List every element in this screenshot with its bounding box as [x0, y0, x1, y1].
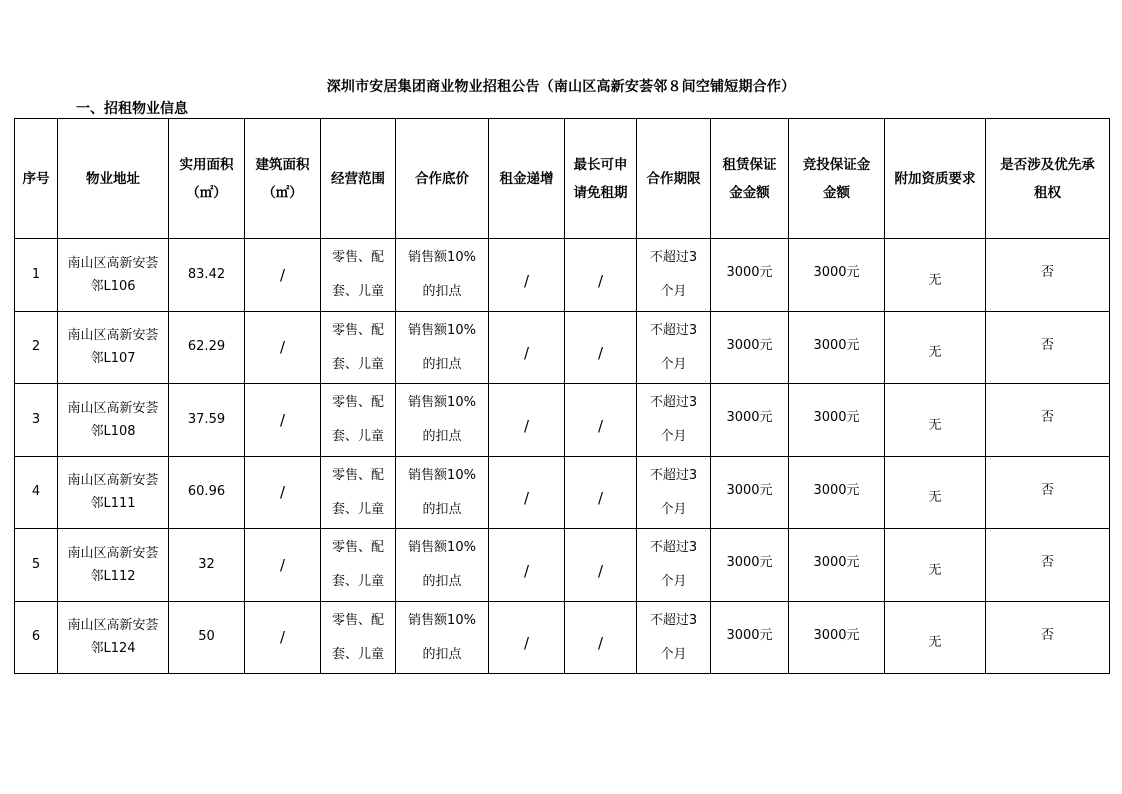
- cell-rent-increase: [489, 384, 565, 457]
- cell-building-area-text: /: [279, 338, 286, 357]
- cell-bid-deposit: [789, 601, 885, 674]
- rental-property-table: [14, 118, 1110, 674]
- cell-priority-right-text: 否: [1040, 265, 1054, 280]
- cell-building-area: [245, 239, 321, 312]
- cell-address-text: 南山区高新安荟: [67, 400, 159, 416]
- cell-usable-area: [169, 529, 245, 602]
- cell-usable-area: [169, 384, 245, 457]
- cell-business-scope: [321, 601, 396, 674]
- header-priority-right-line: 是否涉及优先承: [1000, 156, 1095, 173]
- header-rent-increase: [489, 119, 565, 239]
- cell-cooperation-term-text: 不超过3: [649, 612, 698, 628]
- cell-base-price-text: 销售额10%: [408, 395, 476, 410]
- cell-business-scope-text: 套、儿童: [331, 356, 384, 372]
- header-base-price-line: 合作底价: [415, 170, 469, 187]
- cell-address: [58, 529, 169, 602]
- cell-extra-qualification: [885, 601, 986, 674]
- cell-rent-free-period: [565, 601, 637, 674]
- cell-usable-area-text: 37.59: [187, 411, 226, 427]
- cell-rent-free-period-text: /: [597, 271, 604, 290]
- cell-rent-increase: [489, 529, 565, 602]
- cell-bid-deposit-text: 3000元: [813, 555, 860, 570]
- cell-bid-deposit-text: 3000元: [813, 627, 860, 643]
- header-usable-area-line: （㎡）: [186, 184, 227, 201]
- cell-usable-area: [169, 239, 245, 312]
- header-usable-area: [169, 119, 245, 239]
- cell-rent-increase-text: /: [523, 561, 530, 580]
- cell-cooperation-term-text: 个月: [660, 646, 687, 662]
- table-row: [15, 529, 1110, 602]
- table-row: [15, 311, 1110, 384]
- cell-no: [15, 456, 58, 529]
- header-business-scope-line: 经营范围: [331, 170, 385, 187]
- cell-extra-qualification: [885, 239, 986, 312]
- cell-business-scope-text: 套、儿童: [331, 284, 384, 299]
- cell-business-scope-text: 套、儿童: [331, 574, 384, 589]
- cell-cooperation-term-text: 不超过3: [649, 395, 698, 410]
- cell-business-scope-text: 套、儿童: [331, 501, 384, 517]
- cell-usable-area: [169, 601, 245, 674]
- cell-cooperation-term-text: 个月: [660, 284, 687, 299]
- cell-address-text: 邻L106: [90, 278, 136, 294]
- cell-rent-increase-text: /: [523, 271, 530, 290]
- cell-no: [15, 529, 58, 602]
- cell-address-text: 邻L124: [90, 641, 136, 657]
- cell-lease-deposit: [711, 529, 789, 602]
- cell-business-scope-text: 零售、配: [331, 612, 384, 628]
- header-rent-increase-line: 租金递增: [499, 170, 554, 187]
- cell-building-area: [245, 384, 321, 457]
- cell-address: [58, 456, 169, 529]
- cell-lease-deposit-text: 3000元: [726, 555, 773, 570]
- cell-bid-deposit-text: 3000元: [813, 265, 860, 280]
- header-bid-deposit-line: 金额: [823, 184, 850, 201]
- header-lease-deposit-line: 金金额: [729, 184, 770, 201]
- cell-base-price: [396, 239, 489, 312]
- header-extra-qualification-line: 附加资质要求: [894, 170, 976, 187]
- cell-building-area: [245, 456, 321, 529]
- cell-usable-area: [169, 456, 245, 529]
- header-lease-deposit: [711, 119, 789, 239]
- cell-rent-free-period-text: /: [597, 634, 604, 653]
- header-bid-deposit: [789, 119, 885, 239]
- cell-cooperation-term: [637, 529, 711, 602]
- cell-base-price-text: 销售额10%: [408, 540, 476, 555]
- cell-base-price-text: 的扣点: [422, 429, 462, 444]
- cell-extra-qualification: [885, 529, 986, 602]
- cell-base-price-text: 的扣点: [422, 574, 462, 589]
- cell-base-price-text: 的扣点: [422, 646, 462, 662]
- cell-lease-deposit-text: 3000元: [726, 410, 773, 425]
- cell-extra-qualification-text: 无: [928, 345, 942, 361]
- cell-address: [58, 311, 169, 384]
- cell-lease-deposit: [711, 384, 789, 457]
- cell-rent-increase-text: /: [523, 344, 530, 363]
- cell-priority-right-text: 否: [1040, 555, 1054, 570]
- cell-no: [15, 239, 58, 312]
- cell-usable-area-text: 50: [198, 629, 215, 645]
- cell-base-price-text: 的扣点: [422, 284, 462, 299]
- cell-rent-increase: [489, 239, 565, 312]
- header-base-price: [396, 119, 489, 239]
- cell-base-price: [396, 456, 489, 529]
- cell-base-price-text: 销售额10%: [408, 467, 476, 483]
- cell-business-scope-text: 零售、配: [331, 467, 384, 483]
- header-rent-free-period: [565, 119, 637, 239]
- cell-no-text: 6: [31, 629, 41, 645]
- cell-cooperation-term-text: 不超过3: [649, 322, 698, 338]
- header-building-area: [245, 119, 321, 239]
- cell-address-text: 南山区高新安荟: [67, 328, 159, 344]
- table-row: [15, 456, 1110, 529]
- cell-bid-deposit: [789, 311, 885, 384]
- cell-no: [15, 601, 58, 674]
- cell-usable-area-text: 60.96: [187, 484, 226, 500]
- cell-address-text: 南山区高新安荟: [67, 255, 159, 271]
- cell-business-scope-text: 零售、配: [331, 540, 384, 555]
- cell-address-text: 邻L108: [90, 423, 136, 439]
- cell-business-scope-text: 零售、配: [331, 250, 384, 265]
- cell-rent-free-period: [565, 239, 637, 312]
- cell-rent-free-period-text: /: [597, 489, 604, 508]
- cell-bid-deposit-text: 3000元: [813, 482, 860, 498]
- cell-priority-right: [986, 384, 1110, 457]
- cell-base-price: [396, 384, 489, 457]
- cell-cooperation-term-text: 个月: [660, 356, 687, 372]
- cell-cooperation-term-text: 个月: [660, 574, 687, 589]
- header-lease-deposit-line: 租赁保证: [722, 156, 777, 173]
- cell-no-text: 3: [31, 411, 41, 427]
- header-building-area-line: （㎡）: [262, 184, 303, 201]
- cell-address-text: 邻L112: [90, 568, 136, 584]
- cell-usable-area: [169, 311, 245, 384]
- cell-lease-deposit: [711, 456, 789, 529]
- cell-usable-area-text: 62.29: [187, 339, 226, 355]
- cell-building-area: [245, 529, 321, 602]
- cell-cooperation-term: [637, 384, 711, 457]
- cell-rent-free-period-text: /: [597, 416, 604, 435]
- cell-cooperation-term: [637, 239, 711, 312]
- cell-base-price: [396, 601, 489, 674]
- header-address: [58, 119, 169, 239]
- cell-lease-deposit-text: 3000元: [726, 482, 773, 498]
- cell-priority-right-text: 否: [1040, 627, 1054, 643]
- cell-lease-deposit: [711, 239, 789, 312]
- cell-cooperation-term-text: 不超过3: [649, 540, 698, 555]
- cell-priority-right: [986, 529, 1110, 602]
- cell-no-text: 4: [31, 484, 41, 500]
- cell-business-scope: [321, 239, 396, 312]
- cell-priority-right: [986, 456, 1110, 529]
- cell-bid-deposit: [789, 239, 885, 312]
- cell-rent-free-period: [565, 456, 637, 529]
- cell-extra-qualification: [885, 311, 986, 384]
- cell-base-price-text: 销售额10%: [408, 612, 476, 628]
- cell-cooperation-term: [637, 456, 711, 529]
- cell-extra-qualification: [885, 384, 986, 457]
- table-header-row: [15, 119, 1110, 239]
- cell-address-text: 南山区高新安荟: [67, 473, 159, 489]
- cell-lease-deposit-text: 3000元: [726, 627, 773, 643]
- cell-business-scope-text: 零售、配: [331, 395, 384, 410]
- cell-bid-deposit: [789, 529, 885, 602]
- table-row: [15, 239, 1110, 312]
- cell-no: [15, 311, 58, 384]
- header-usable-area-line: 实用面积: [179, 156, 234, 173]
- cell-building-area-text: /: [279, 555, 286, 574]
- cell-bid-deposit: [789, 384, 885, 457]
- cell-cooperation-term: [637, 601, 711, 674]
- table-body: [15, 239, 1110, 674]
- cell-base-price-text: 销售额10%: [408, 322, 476, 338]
- table-row: [15, 601, 1110, 674]
- cell-rent-increase-text: /: [523, 416, 530, 435]
- header-rent-free-period-line: 最长可申: [573, 156, 628, 173]
- cell-address: [58, 239, 169, 312]
- cell-business-scope-text: 套、儿童: [331, 646, 384, 662]
- cell-extra-qualification-text: 无: [928, 490, 942, 506]
- header-priority-right-line: 租权: [1034, 184, 1061, 201]
- header-bid-deposit-line: 竞投保证金: [802, 156, 871, 173]
- cell-rent-increase-text: /: [523, 489, 530, 508]
- cell-rent-free-period-text: /: [597, 344, 604, 363]
- cell-business-scope: [321, 384, 396, 457]
- cell-base-price: [396, 529, 489, 602]
- cell-priority-right-text: 否: [1040, 482, 1054, 498]
- header-building-area-line: 建筑面积: [255, 156, 310, 173]
- cell-address-text: 邻L111: [90, 496, 136, 512]
- document-title: 深圳市安居集团商业物业招租公告（南山区高新安荟邻８间空铺短期合作）: [326, 79, 796, 95]
- cell-extra-qualification: [885, 456, 986, 529]
- cell-priority-right: [986, 311, 1110, 384]
- cell-base-price: [396, 311, 489, 384]
- cell-no-text: 2: [31, 339, 41, 355]
- cell-rent-free-period: [565, 311, 637, 384]
- cell-rent-free-period: [565, 529, 637, 602]
- cell-building-area: [245, 601, 321, 674]
- header-business-scope: [321, 119, 396, 239]
- cell-no-text: 5: [31, 556, 41, 572]
- cell-rent-increase: [489, 311, 565, 384]
- cell-cooperation-term-text: 不超过3: [649, 250, 698, 265]
- cell-business-scope-text: 套、儿童: [331, 429, 384, 444]
- cell-lease-deposit: [711, 311, 789, 384]
- cell-usable-area-text: 32: [198, 556, 215, 572]
- cell-no: [15, 384, 58, 457]
- cell-base-price-text: 销售额10%: [408, 250, 476, 265]
- header-cooperation-term-line: 合作期限: [646, 170, 701, 187]
- cell-business-scope: [321, 529, 396, 602]
- header-rent-free-period-line: 请免租期: [573, 184, 628, 201]
- cell-rent-increase: [489, 601, 565, 674]
- cell-cooperation-term-text: 不超过3: [649, 467, 698, 483]
- header-address-line: 物业地址: [86, 170, 140, 187]
- table-row: [15, 384, 1110, 457]
- cell-address-text: 南山区高新安荟: [67, 618, 159, 634]
- cell-building-area-text: /: [279, 265, 286, 284]
- cell-address: [58, 601, 169, 674]
- cell-extra-qualification-text: 无: [928, 272, 942, 288]
- cell-building-area-text: /: [279, 483, 286, 502]
- cell-address-text: 南山区高新安荟: [67, 545, 159, 561]
- cell-address: [58, 384, 169, 457]
- cell-extra-qualification-text: 无: [928, 635, 942, 651]
- cell-business-scope: [321, 456, 396, 529]
- cell-lease-deposit-text: 3000元: [726, 337, 773, 353]
- cell-extra-qualification-text: 无: [928, 562, 942, 578]
- cell-priority-right-text: 否: [1040, 337, 1054, 353]
- cell-building-area-text: /: [279, 628, 286, 647]
- header-extra-qualification: [885, 119, 986, 239]
- cell-building-area: [245, 311, 321, 384]
- section-heading: 一、招租物业信息: [76, 101, 188, 117]
- cell-building-area-text: /: [279, 410, 286, 429]
- cell-address-text: 邻L107: [90, 351, 136, 367]
- cell-priority-right: [986, 239, 1110, 312]
- cell-no-text: 1: [31, 266, 41, 282]
- cell-lease-deposit-text: 3000元: [726, 265, 773, 280]
- header-no-line: 序号: [22, 170, 50, 187]
- cell-cooperation-term-text: 个月: [660, 501, 687, 517]
- header-cooperation-term: [637, 119, 711, 239]
- cell-rent-increase: [489, 456, 565, 529]
- cell-usable-area-text: 83.42: [187, 266, 226, 282]
- cell-cooperation-term: [637, 311, 711, 384]
- cell-rent-increase-text: /: [523, 634, 530, 653]
- cell-rent-free-period-text: /: [597, 561, 604, 580]
- cell-business-scope-text: 零售、配: [331, 322, 384, 338]
- cell-base-price-text: 的扣点: [422, 501, 462, 517]
- cell-cooperation-term-text: 个月: [660, 429, 687, 444]
- cell-bid-deposit-text: 3000元: [813, 410, 860, 425]
- cell-lease-deposit: [711, 601, 789, 674]
- cell-bid-deposit: [789, 456, 885, 529]
- cell-business-scope: [321, 311, 396, 384]
- cell-rent-free-period: [565, 384, 637, 457]
- cell-priority-right: [986, 601, 1110, 674]
- header-priority-right: [986, 119, 1110, 239]
- cell-extra-qualification-text: 无: [928, 417, 942, 433]
- header-no: [15, 119, 58, 239]
- cell-base-price-text: 的扣点: [422, 356, 462, 372]
- cell-bid-deposit-text: 3000元: [813, 337, 860, 353]
- cell-priority-right-text: 否: [1040, 410, 1054, 425]
